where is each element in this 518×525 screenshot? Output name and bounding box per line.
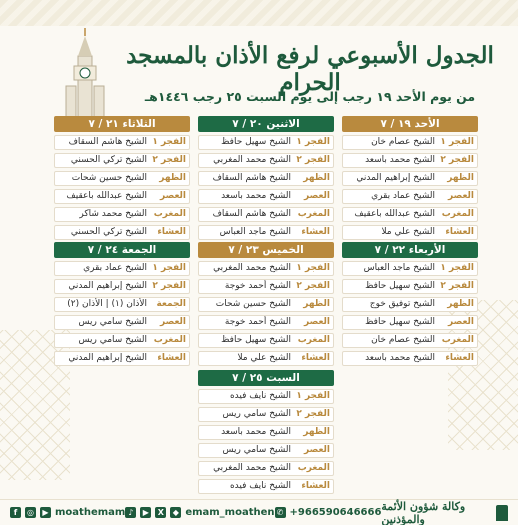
prayer-name: العصر [303,191,330,201]
prayer-name: العشاء [445,353,474,363]
muezzin-name: الأذان (١) | الأذان (٢) [67,299,147,309]
table-row [198,479,334,494]
prayer-name: الفجر ٢ [152,155,186,165]
muezzin-name: الشيخ نايف فيده [229,391,291,401]
table-row [198,261,334,276]
day-header: السبت ٢٥ / ٧ [198,370,334,386]
day-sunday [342,116,478,243]
prayer-name: العشاء [157,353,186,363]
prayer-name: الظهر [303,299,330,309]
muezzin-name: الشيخ محمد شاكر [79,209,147,219]
prayer-name: العصر [447,191,474,201]
muezzin-name: الشيخ عماد بقري [83,263,147,273]
prayer-name: الفجر ٢ [296,281,330,291]
table-row [342,297,478,312]
table-row [342,135,478,150]
prayer-name: المغرب [153,335,186,345]
prayer-name: المغرب [153,209,186,219]
table-row [342,351,478,366]
snapchat-icon[interactable]: ◆ [170,507,181,518]
muezzin-name: الشيخ عماد بقري [371,191,435,201]
prayer-name: الظهر [447,299,474,309]
muezzin-name: الشيخ محمد باسعد [221,427,291,437]
prayer-name: الظهر [303,427,330,437]
whatsapp-icon[interactable]: ✆ [275,507,286,518]
prayer-name: العصر [303,317,330,327]
table-row [198,315,334,330]
table-row [54,279,190,294]
muezzin-name: الشيخ علي ملا [237,353,291,363]
table-row [198,389,334,404]
muezzin-name: الشيخ محمد المغربي [213,263,291,273]
table-row [198,225,334,240]
muezzin-name: الشيخ حسين شحات [215,299,291,309]
youtube-icon[interactable]: ▶ [140,507,151,518]
muezzin-name: الشيخ حسين شحات [71,173,147,183]
day-header: الجمعة ٢٤ / ٧ [54,242,190,258]
muezzin-name: الشيخ تركي الحسني [70,155,147,165]
phone-number[interactable]: +966590646666 [289,507,382,518]
prayer-name: العشاء [301,227,330,237]
facebook-icon[interactable]: f [10,507,21,518]
table-row [198,279,334,294]
muezzin-name: الشيخ محمد باسعد [365,353,435,363]
muezzin-name: الشيخ سامي ريس [78,317,147,327]
prayer-name: العصر [159,191,186,201]
table-row [198,171,334,186]
table-row [342,207,478,222]
table-row [198,461,334,476]
muezzin-name: الشيخ سامي ريس [222,445,291,455]
youtube-icon[interactable]: ▶ [40,507,51,518]
prayer-name: الظهر [303,173,330,183]
day-thursday [198,242,334,369]
muezzin-name: الشيخ سهيل حافظ [221,137,291,147]
prayer-name: الفجر ١ [440,137,474,147]
prayer-name: الظهر [447,173,474,183]
handle-text[interactable]: emam_moathen [185,507,275,518]
table-row [198,333,334,348]
prayer-name: الفجر ١ [440,263,474,273]
table-row [342,333,478,348]
prayer-name: الفجر ١ [152,263,186,273]
day-monday [198,116,334,243]
table-row [198,407,334,422]
prayer-name: العشاء [301,353,330,363]
table-row [54,189,190,204]
table-row [54,297,190,312]
table-row [198,135,334,150]
prayer-name: المغرب [297,335,330,345]
prayer-name: المغرب [441,209,474,219]
table-row [342,261,478,276]
day-header: الأربعاء ٢٢ / ٧ [342,242,478,258]
muezzin-name: الشيخ إبراهيم المدني [68,281,147,291]
table-row [54,135,190,150]
muezzin-name: الشيخ إبراهيم المدني [356,173,435,183]
muezzin-name: الشيخ تركي الحسني [70,227,147,237]
day-header: الخميس ٢٣ / ٧ [198,242,334,258]
muezzin-name: الشيخ عصام خان [371,335,435,345]
muezzin-name: الشيخ توفيق خوج [369,299,435,309]
muezzin-name: الشيخ محمد باسعد [365,155,435,165]
social-handle-1[interactable] [10,507,125,518]
day-header: الأحد ١٩ / ٧ [342,116,478,132]
table-row [198,189,334,204]
brand-logo [381,500,508,525]
prayer-name: الفجر ٢ [296,409,330,419]
prayer-name: الفجر ١ [296,391,330,401]
muezzin-name: الشيخ هاشم السقاف [212,209,291,219]
muezzin-name: الشيخ محمد باسعد [221,191,291,201]
top-decorative-band [0,0,518,26]
table-row [54,207,190,222]
muezzin-name: الشيخ ماجد العباس [363,263,435,273]
prayer-name: العشاء [445,227,474,237]
table-row [198,153,334,168]
day-friday [54,242,190,369]
day-saturday [198,370,334,497]
muezzin-name: الشيخ أحمد خوجة [224,317,291,327]
prayer-name: الفجر ١ [296,137,330,147]
table-row [198,425,334,440]
muezzin-name: الشيخ سهيل حافظ [365,281,435,291]
phone-contact[interactable] [275,507,382,518]
table-row [198,207,334,222]
prayer-name: المغرب [441,335,474,345]
prayer-name: الجمعة [156,299,186,309]
day-wednesday [342,242,478,369]
muezzin-name: الشيخ عبدالله باعقيف [354,209,435,219]
table-row [342,315,478,330]
muezzin-name: الشيخ سهيل حافظ [221,335,291,345]
clock-tower-icon [60,26,110,118]
prayer-name: العشاء [301,481,330,491]
kaaba-logo-icon [496,505,508,521]
x-icon[interactable]: X [155,507,166,518]
muezzin-name: الشيخ عصام خان [371,137,435,147]
muezzin-name: الشيخ محمد المغربي [213,463,291,473]
prayer-name: الفجر ٢ [152,281,186,291]
muezzin-name: الشيخ سامي ريس [222,409,291,419]
footer [0,499,518,525]
table-row [54,225,190,240]
muezzin-name: الشيخ هاشم السقاف [212,173,291,183]
social-handle-2[interactable] [125,507,274,518]
table-row [54,261,190,276]
table-row [54,333,190,348]
table-row [342,189,478,204]
day-header: الاثنين ٢٠ / ٧ [198,116,334,132]
muezzin-name: الشيخ علي ملا [381,227,435,237]
prayer-name: العصر [447,317,474,327]
table-row [54,351,190,366]
prayer-name: المغرب [297,463,330,473]
day-header: الثلاثاء ٢١ / ٧ [54,116,190,132]
prayer-name: الفجر ٢ [296,155,330,165]
table-row [198,443,334,458]
table-row [342,279,478,294]
day-tuesday [54,116,190,243]
muezzin-name: الشيخ نايف فيده [229,481,291,491]
muezzin-name: الشيخ محمد المغربي [213,155,291,165]
prayer-name: المغرب [297,209,330,219]
muezzin-name: الشيخ هاشم السقاف [68,137,147,147]
prayer-name: العشاء [157,227,186,237]
table-row [198,351,334,366]
brand-name: وكالة شؤون الأئمة والمؤذنين [381,499,466,525]
tiktok-icon[interactable]: ♪ [125,507,136,518]
muezzin-name: الشيخ سهيل حافظ [365,317,435,327]
prayer-name: الفجر ٢ [440,281,474,291]
page-subtitle: من يوم الأحد ١٩ رجب إلى يوم السبت ٢٥ رجب ١٤٤٦هـ [144,89,476,104]
instagram-icon[interactable]: ◎ [25,507,36,518]
handle-text[interactable]: moathemam [55,507,126,518]
prayer-name: العصر [303,445,330,455]
muezzin-name: الشيخ سامي ريس [78,335,147,345]
table-row [342,225,478,240]
table-row [342,171,478,186]
table-row [342,153,478,168]
prayer-name: الفجر ١ [152,137,186,147]
page-title: الجدول الأسبوعي لرفع الأذان بالمسجد الحرام [126,42,494,96]
muezzin-name: الشيخ ماجد العباس [219,227,291,237]
muezzin-name: الشيخ عبدالله باعقيف [66,191,147,201]
prayer-name: الظهر [159,173,186,183]
table-row [54,171,190,186]
prayer-name: العصر [159,317,186,327]
table-row [54,315,190,330]
muezzin-name: الشيخ إبراهيم المدني [68,353,147,363]
muezzin-name: الشيخ أحمد خوجة [224,281,291,291]
table-row [198,297,334,312]
table-row [54,153,190,168]
prayer-name: الفجر ٢ [440,155,474,165]
prayer-name: الفجر ١ [296,263,330,273]
